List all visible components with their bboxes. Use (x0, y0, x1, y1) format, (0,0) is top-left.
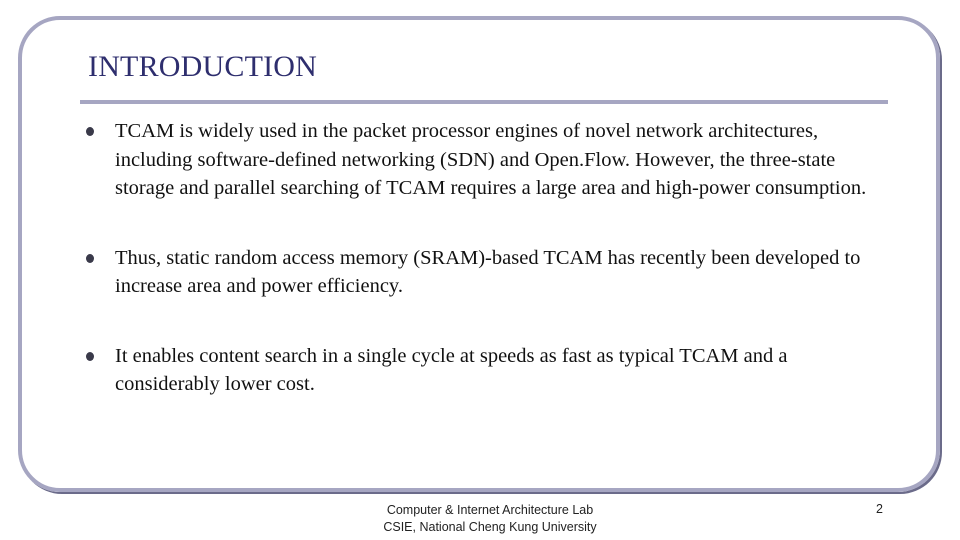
footer-university: CSIE, National Cheng Kung University (383, 520, 597, 534)
title-divider (80, 100, 888, 104)
bullet-dot-icon (86, 127, 94, 136)
bullet-item (84, 342, 874, 399)
bullet-item (84, 244, 874, 301)
bullet-text: It enables content search in a single cycle at speeds as fast as typical TCAM and a considerably lower cost. (115, 344, 788, 395)
slide-title: INTRODUCTION (88, 50, 318, 83)
bullet-item (84, 117, 874, 203)
bullet-text: TCAM is widely used in the packet processor engines of novel network architectures, including software-defined networking (SDN) and Open.Flow. However, the three-state storage and parallel searching of TCAM requires a large area and high-power consumption. (115, 120, 867, 199)
bullet-dot-icon (86, 352, 94, 361)
footer-lab: Computer & Internet Architecture Lab (386, 503, 594, 517)
page-number: 2 (876, 502, 883, 516)
footer-text (340, 502, 640, 536)
bullet-text: Thus, static random access memory (SRAM)-based TCAM has recently been developed to increase area and power efficiency. (115, 246, 861, 297)
bullet-list (84, 117, 874, 399)
bullet-dot-icon (86, 254, 94, 263)
